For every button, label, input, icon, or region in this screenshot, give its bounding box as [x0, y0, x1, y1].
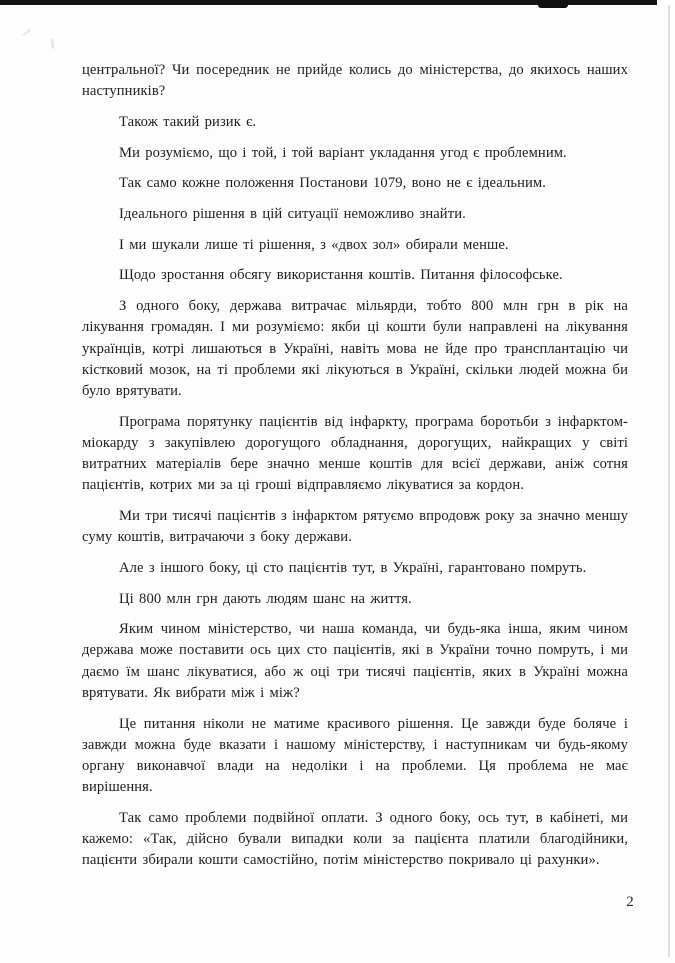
paragraph: Щодо зростання обсягу використання коштів. Питання філософське. [119, 267, 563, 284]
document-text-block [82, 60, 628, 881]
paragraph: Ідеального рішення в цій ситуації неможливо знайти. [119, 206, 466, 223]
paragraph: І ми шукали лише ті рішення, з «двох зол» обирали менше. [119, 236, 509, 253]
paragraph: центральної? Чи посередник не прийде колись до міністерства, до якихось наших наступників? [82, 62, 628, 100]
paragraph: З одного боку, держава витрачає мільярди, тобто 800 млн грн в рік на лікування громадян. І ми розуміємо: якби ці кошти були направлені на лікування українців, котрі лишаються в Україні, навіть мова не йде про трансплантацію чи кістковий мозок, на ті проблеми які лікуються в Україні, скільки людей можна би було врятувати. [82, 298, 628, 399]
paragraph: Ми розуміємо, що і той, і той варіант укладання угод є проблемним. [119, 144, 567, 161]
paragraph: Також такий ризик є. [119, 113, 257, 130]
scan-artifact-smudge [22, 28, 34, 40]
paragraph: Але з іншого боку, ці сто пацієнтів тут, в Україні, гарантовано помруть. [119, 559, 587, 576]
paragraph: Програма порятунку пацієнтів від інфаркту, програма боротьби з інфарктом-міокарду з закупівлею дорогущого обладнання, дорогущих, найкращих у світі витратних матеріалів бере значно менше коштів для всієї держави, аніж сотня пацієнтів, котрих ми за ці гроші відправляємо лікуватися за кордон. [82, 413, 628, 494]
scan-artifact-page-edge [668, 5, 670, 957]
paragraph: Так само кожне положення Постанови 1079, воно не є ідеальним. [119, 175, 546, 192]
page-number: 2 [626, 894, 634, 910]
paragraph: Ми три тисячі пацієнтів з інфарктом рятуємо впродовж року за значно меншу суму коштів, витрачаючи з боку держави. [82, 507, 628, 546]
paragraph: Яким чином міністерство, чи наша команда, чи будь-яка інша, яким чином держава може поставити ось цих сто пацієнтів, які в України точно помруть, і ми даємо їм шанс лікуватися, або ж оці три тисячі пацієнтів, яких в Україні можна врятувати. Як вибрати між і між? [82, 621, 628, 701]
paragraph: Так само проблеми подвійної оплати. З одного боку, ось тут, в кабінеті, ми кажемо: «Так, дійсно бували випадки коли за пацієнта платили благодійники, пацієнти збирали кошти самостійно, потім міністерство покривало ці рахунки». [82, 809, 628, 869]
scan-artifact-top-notch [538, 0, 568, 8]
paragraph: Ці 800 млн грн дають людям шанс на життя. [119, 590, 412, 607]
scan-artifact-smudge [50, 39, 57, 49]
paragraph: Це питання ніколи не матиме красивого рішення. Це завжди буде боляче і завжди можна буде вказати і нашому міністерству, і наступникам чи будь-якому органу виконавчої влади на недоліки і на проблеми. Ця проблема не має вирішення. [82, 715, 628, 796]
